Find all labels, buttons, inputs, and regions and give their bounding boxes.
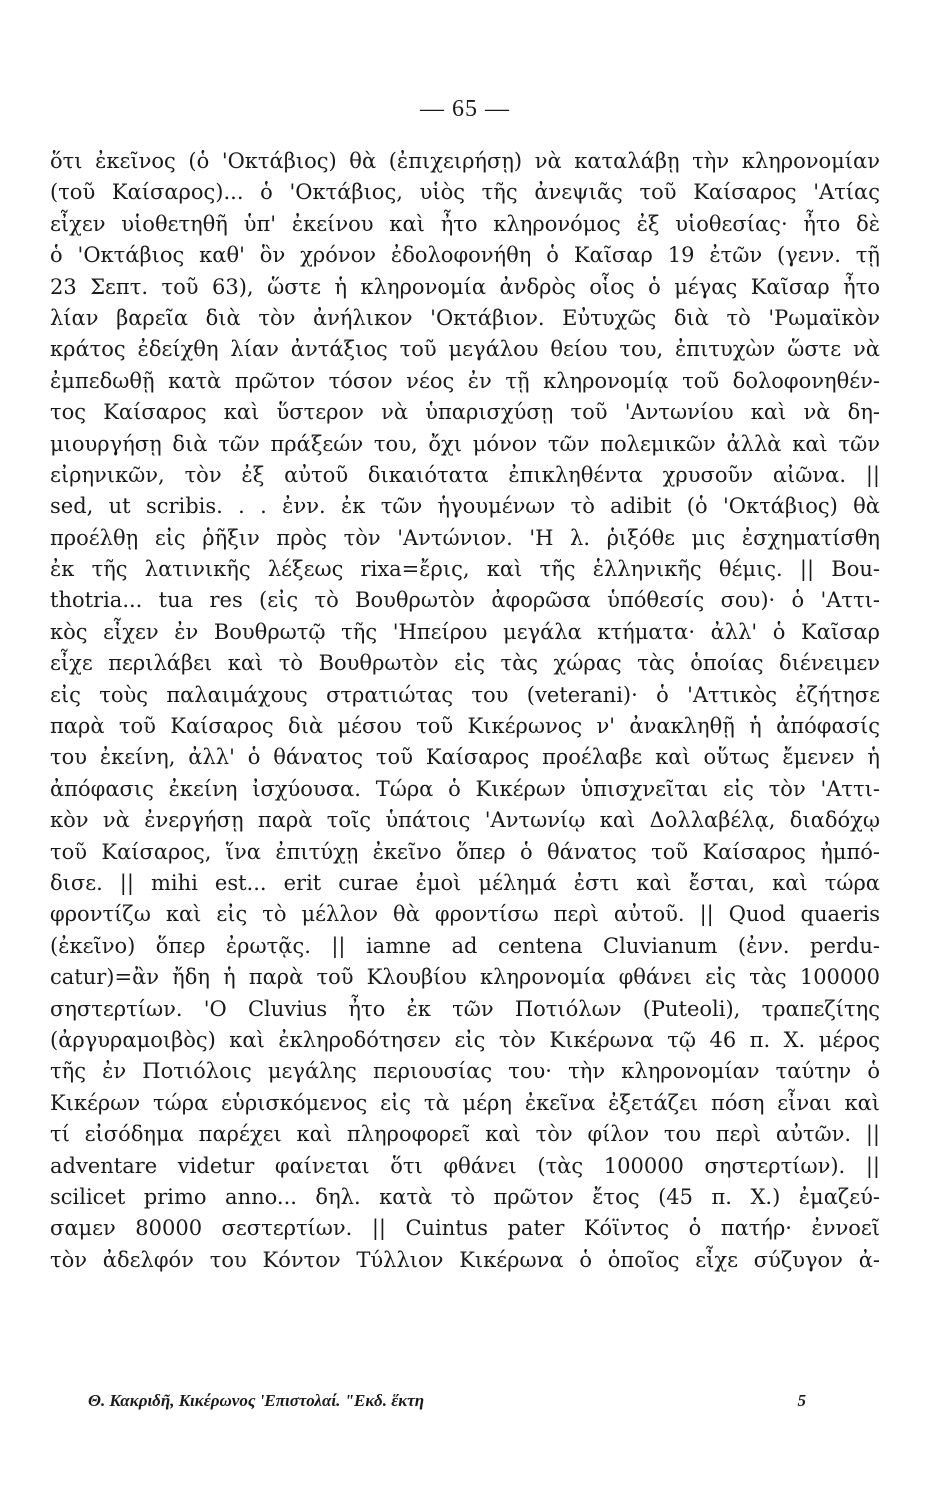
- text-line: thotria... tua res (εἰς τὸ Βουθρωτὸν ἀφορῶσα ὑπόθεσίς σου)· ὁ 'Αττι-: [50, 588, 880, 613]
- text-line: ἐκ τῆς λατινικῆς λέξεως rixa=ἔρις, καὶ τῆς ἑλληνικῆς θέμις. || Bou-: [50, 557, 880, 582]
- text-line: ὅτι ἐκεῖνος (ὁ 'Οκτάβιος) θὰ (ἐπιχειρήσῃ) νὰ καταλάβῃ τὴν κληρονομίαν: [50, 149, 880, 173]
- text-line: sed, ut scribis. . . ἐνν. ἐκ τῶν ἡγουμένων τὸ adibit (ὁ 'Οκτάβιος) θὰ: [50, 494, 880, 519]
- footer-source-citation: Θ. Κακριδῆ, Κικέρωνος 'Επιστολαί. "Εκδ. ἕκτη: [88, 1391, 425, 1410]
- text-line: εἶχε περιλάβει καὶ τὸ Βουθρωτὸν εἰς τὰς χώρας τὰς ὁποίας διένειμεν: [50, 651, 880, 676]
- text-line: προέλθῃ εἰς ῥῆξιν πρὸς τὸν 'Αντώνιον. 'Η λ. ῥιξόθε μις ἐσχηματίσθη: [50, 525, 880, 550]
- text-line: τος Καίσαρος καὶ ὕστερον νὰ ὑπαρισχύσῃ τοῦ 'Αντωνίου καὶ νὰ δη-: [50, 400, 880, 425]
- text-line: παρὰ τοῦ Καίσαρος διὰ μέσου τοῦ Κικέρωνος ν' ἀνακληθῇ ἡ ἀπόφασίς: [50, 714, 880, 739]
- text-line: (ἀργυραμοιβὸς) καὶ ἐκληροδότησεν εἰς τὸν Κικέρωνα τῷ 46 π. Χ. μέρος: [50, 1027, 880, 1052]
- text-line: εἶχεν υἱοθετηθῆ ὑπ' ἐκείνου καὶ ἦτο κληρονόμος ἐξ υἱοθεσίας· ἦτο δὲ: [50, 211, 880, 236]
- text-line: σηστερτίων. 'Ο Cluvius ἦτο ἐκ τῶν Ποτιόλων (Puteoli), τραπεζίτης: [50, 996, 880, 1021]
- text-line: λίαν βαρεῖα διὰ τὸν ἀνήλικον 'Οκτάβιον. Εὐτυχῶς διὰ τὸ 'Ρωμαϊκὸν: [50, 305, 880, 330]
- text-line: κράτος ἐδείχθη λίαν ἀντάξιος τοῦ μεγάλου θείου του, ἐπιτυχὼν ὥστε νὰ: [50, 337, 880, 362]
- text-line: 23 Σεπτ. τοῦ 63), ὥστε ἡ κληρονομία ἀνδρὸς οἷος ὁ μέγας Καῖσαρ ἦτο: [50, 274, 880, 299]
- text-line: του ἐκείνη, ἀλλ' ὁ θάνατος τοῦ Καίσαρος προέλαβε καὶ οὕτως ἔμενεν ἡ: [50, 745, 880, 770]
- text-line: δισε. || mihi est... erit curae ἐμοὶ μέλημά ἐστι καὶ ἔσται, καὶ τώρα: [50, 870, 880, 895]
- text-line: σαμεν 80000 σεστερτίων. || Cuintus pater Κόϊντος ὁ πατήρ· ἐννοεῖ: [50, 1216, 880, 1241]
- page-number-header: — 65 —: [420, 96, 510, 122]
- text-line: κὸς εἶχεν ἐν Βουθρωτῷ τῆς 'Ηπείρου μεγάλα κτήματα· ἀλλ' ὁ Καῖσαρ: [50, 619, 880, 644]
- text-line: τοῦ Καίσαρος, ἵνα ἐπιτύχῃ ἐκεῖνο ὅπερ ὁ θάνατος τοῦ Καίσαρος ἠμπό-: [50, 839, 880, 864]
- text-line: adventare videtur φαίνεται ὅτι φθάνει (τὰς 100000 σηστερτίων). ||: [50, 1153, 880, 1178]
- text-line: (τοῦ Καίσαρος)... ὁ 'Οκτάβιος, υἱὸς τῆς ἀνεψιᾶς τοῦ Καίσαρος 'Ατίας: [50, 180, 880, 205]
- text-line: catur)=ἂν ἤδη ἡ παρὰ τοῦ Κλουβίου κληρονομία φθάνει εἰς τὰς 100000: [50, 965, 880, 990]
- page-footer: [50, 1391, 880, 1411]
- commentary-text: [50, 146, 880, 1276]
- text-line: τὸν ἀδελφόν του Κόντον Τύλλιον Κικέρωνα ὁ ὁποῖος εἶχε σύζυγον ἀ-: [50, 1247, 880, 1272]
- text-line: φροντίζω καὶ εἰς τὸ μέλλον θὰ φροντίσω περὶ αὐτοῦ. || Quod quaeris: [50, 902, 880, 927]
- text-line: ἀπόφασις ἐκείνη ἰσχύουσα. Τώρα ὁ Κικέρων ὑπισχνεῖται εἰς τὸν 'Αττι-: [50, 776, 880, 801]
- text-line: τί εἰσόδημα παρέχει καὶ πληροφορεῖ καὶ τὸν φίλον του περὶ αὐτῶν. ||: [50, 1122, 880, 1147]
- text-line: μιουργήσῃ διὰ τῶν πράξεών του, ὄχι μόνον τῶν πολεμικῶν ἀλλὰ καὶ τῶν: [50, 431, 880, 456]
- text-line: εἰς τοὺς παλαιμάχους στρατιώτας του (veterani)· ὁ 'Αττικὸς ἐζήτησε: [50, 682, 880, 707]
- text-line: εἰρηνικῶν, τὸν ἐξ αὐτοῦ δικαιότατα ἐπικληθέντα χρυσοῦν αἰῶνα. ||: [50, 462, 880, 487]
- text-line: ὁ 'Οκτάβιος καθ' ὃν χρόνον ἐδολοφονήθη ὁ Καῖσαρ 19 ἐτῶν (γενν. τῇ: [50, 243, 880, 268]
- text-line: (ἐκεῖνο) ὅπερ ἐρωτᾷς. || iamne ad centena Cluvianum (ἐνν. perdu-: [50, 933, 880, 958]
- text-line: Κικέρων τώρα εὑρισκόμενος εἰς τὰ μέρη ἐκεῖνα ἐξετάζει πόση εἶναι καὶ: [50, 1090, 880, 1115]
- text-line: scilicet primo anno... δηλ. κατὰ τὸ πρῶτον ἔτος (45 π. Χ.) ἐμαζεύ-: [50, 1184, 880, 1209]
- text-line: τῆς ἐν Ποτιόλοις μεγάλης περιουσίας του· τὴν κληρονομίαν ταύτην ὁ: [50, 1059, 880, 1084]
- footer-signature-number: 5: [797, 1391, 806, 1410]
- text-line: κὸν νὰ ἐνεργήσῃ παρὰ τοῖς ὑπάτοις 'Αντωνίῳ καὶ Δολλαβέλᾳ, διαδόχῳ: [50, 808, 880, 833]
- text-line: ἐμπεδωθῇ κατὰ πρῶτον τόσον νέος ἐν τῇ κληρονομίᾳ τοῦ δολοφονηθέν-: [50, 368, 880, 393]
